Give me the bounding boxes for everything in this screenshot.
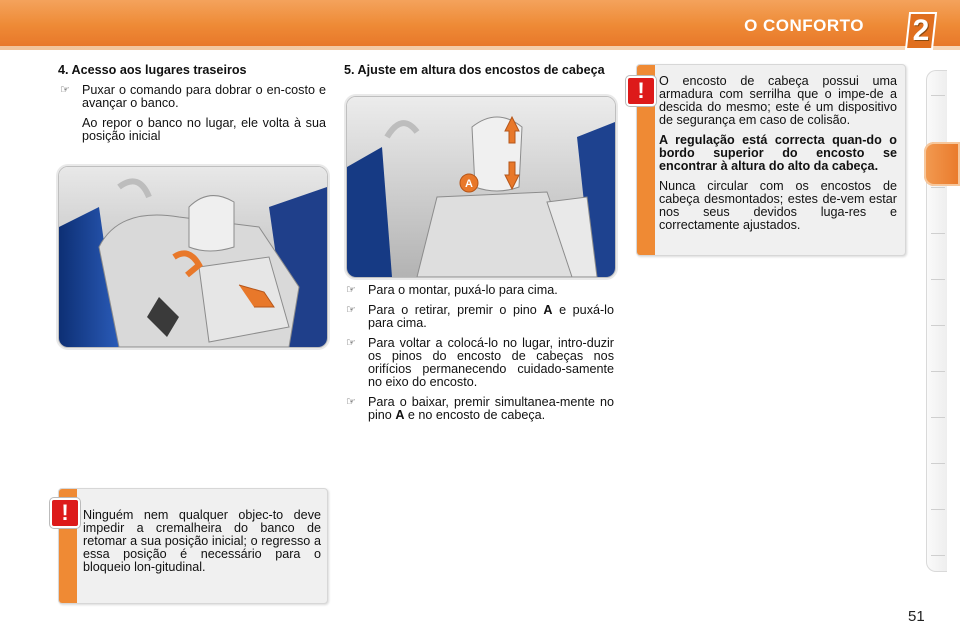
- tab-divider: [931, 187, 945, 188]
- pointing-hand-icon: ☞: [346, 396, 356, 408]
- bullet-text: e no encosto de cabeça.: [404, 408, 546, 422]
- warning-paragraph: Nunca circular com os encostos de cabeça desmontados; estes de-vem estar nos seus devidos luga-res e correctamente ajustados.: [659, 179, 897, 232]
- headrest-illustration: [346, 96, 616, 278]
- pointing-hand-icon: ☞: [346, 304, 356, 316]
- tab-divider: [931, 279, 945, 280]
- tab-divider: [931, 233, 945, 234]
- section-5-bullets: [344, 284, 614, 422]
- exclamation-warning-icon: !: [50, 498, 80, 528]
- pointing-hand-icon: ☞: [346, 337, 356, 349]
- bullet-text: Para voltar a colocá-lo no lugar, intro-duzir os pinos do encosto de cabeças nos orifícios permanecendo cuidado-samente no eixo do encosto.: [368, 336, 614, 389]
- tab-divider: [931, 417, 945, 418]
- page-number: 51: [908, 608, 925, 625]
- exclamation-warning-icon: !: [626, 76, 656, 106]
- tab-divider: [931, 371, 945, 372]
- bullet-text: Para o retirar, premir o pino: [368, 303, 544, 317]
- warning-box-seat-rail: [58, 488, 328, 604]
- chapter-number: 2: [912, 14, 930, 47]
- tab-divider: [931, 509, 945, 510]
- headrest-drawing: [347, 97, 615, 277]
- section-4-title: 4. Acesso aos lugares traseiros: [58, 63, 247, 77]
- pin-reference: A: [395, 408, 405, 422]
- section-5-heading: [344, 64, 614, 77]
- list-item: [344, 304, 614, 330]
- bullet-text: Para o montar, puxá-lo para cima.: [368, 283, 558, 297]
- page-title: O CONFORTO: [744, 16, 864, 35]
- list-item: [58, 84, 326, 110]
- bullet-text: Para o baixar, premir simultanea-mente no pino: [368, 395, 614, 422]
- section-5-title: 5. Ajuste em altura dos encostos de cabeça: [344, 63, 605, 77]
- section-4-paragraph: Ao repor o banco no lugar, ele volta à sua posição inicial: [82, 116, 326, 143]
- seat-access-illustration: [58, 166, 328, 348]
- bullet-text: Puxar o comando para dobrar o en-costo e avançar o banco.: [82, 83, 326, 110]
- warning-paragraph: Ninguém nem qualquer objec-to deve impedir a cremalheira do banco de retomar a sua posição inicial; o regresso a essa posição é necessário para o bloqueio lon-gitudinal.: [83, 508, 321, 574]
- warning-paragraph: O encosto de cabeça possui uma armadura com serrilha que o impe-de a descida do mesmo; este é um dispositivo de segurança em caso de colisão.: [659, 74, 897, 127]
- tab-divider: [931, 463, 945, 464]
- pointing-hand-icon: ☞: [60, 84, 70, 96]
- warning-text: [659, 75, 897, 239]
- warning-paragraph-bold: A regulação está correcta quan-do o bordo superior do encosto se encontrar à altura do alto da cabeça.: [659, 133, 897, 173]
- pin-a-label: A: [465, 178, 473, 190]
- section-4: [58, 64, 326, 143]
- pin-reference: A: [543, 303, 553, 317]
- seat-access-drawing: [59, 167, 327, 347]
- tab-divider: [931, 555, 945, 556]
- chapter-badge: [904, 11, 938, 51]
- pointing-hand-icon: ☞: [346, 284, 356, 296]
- tab-divider: [931, 95, 945, 96]
- list-item: [344, 396, 614, 422]
- chapter-tab-active[interactable]: [924, 142, 960, 186]
- bullet-text: e puxá-lo para cima.: [368, 303, 614, 330]
- warning-text: [83, 509, 321, 581]
- list-item: [344, 337, 614, 389]
- header-underline: [0, 46, 960, 50]
- list-item: [344, 284, 614, 297]
- warning-box-headrest: [636, 64, 906, 256]
- tab-divider: [931, 325, 945, 326]
